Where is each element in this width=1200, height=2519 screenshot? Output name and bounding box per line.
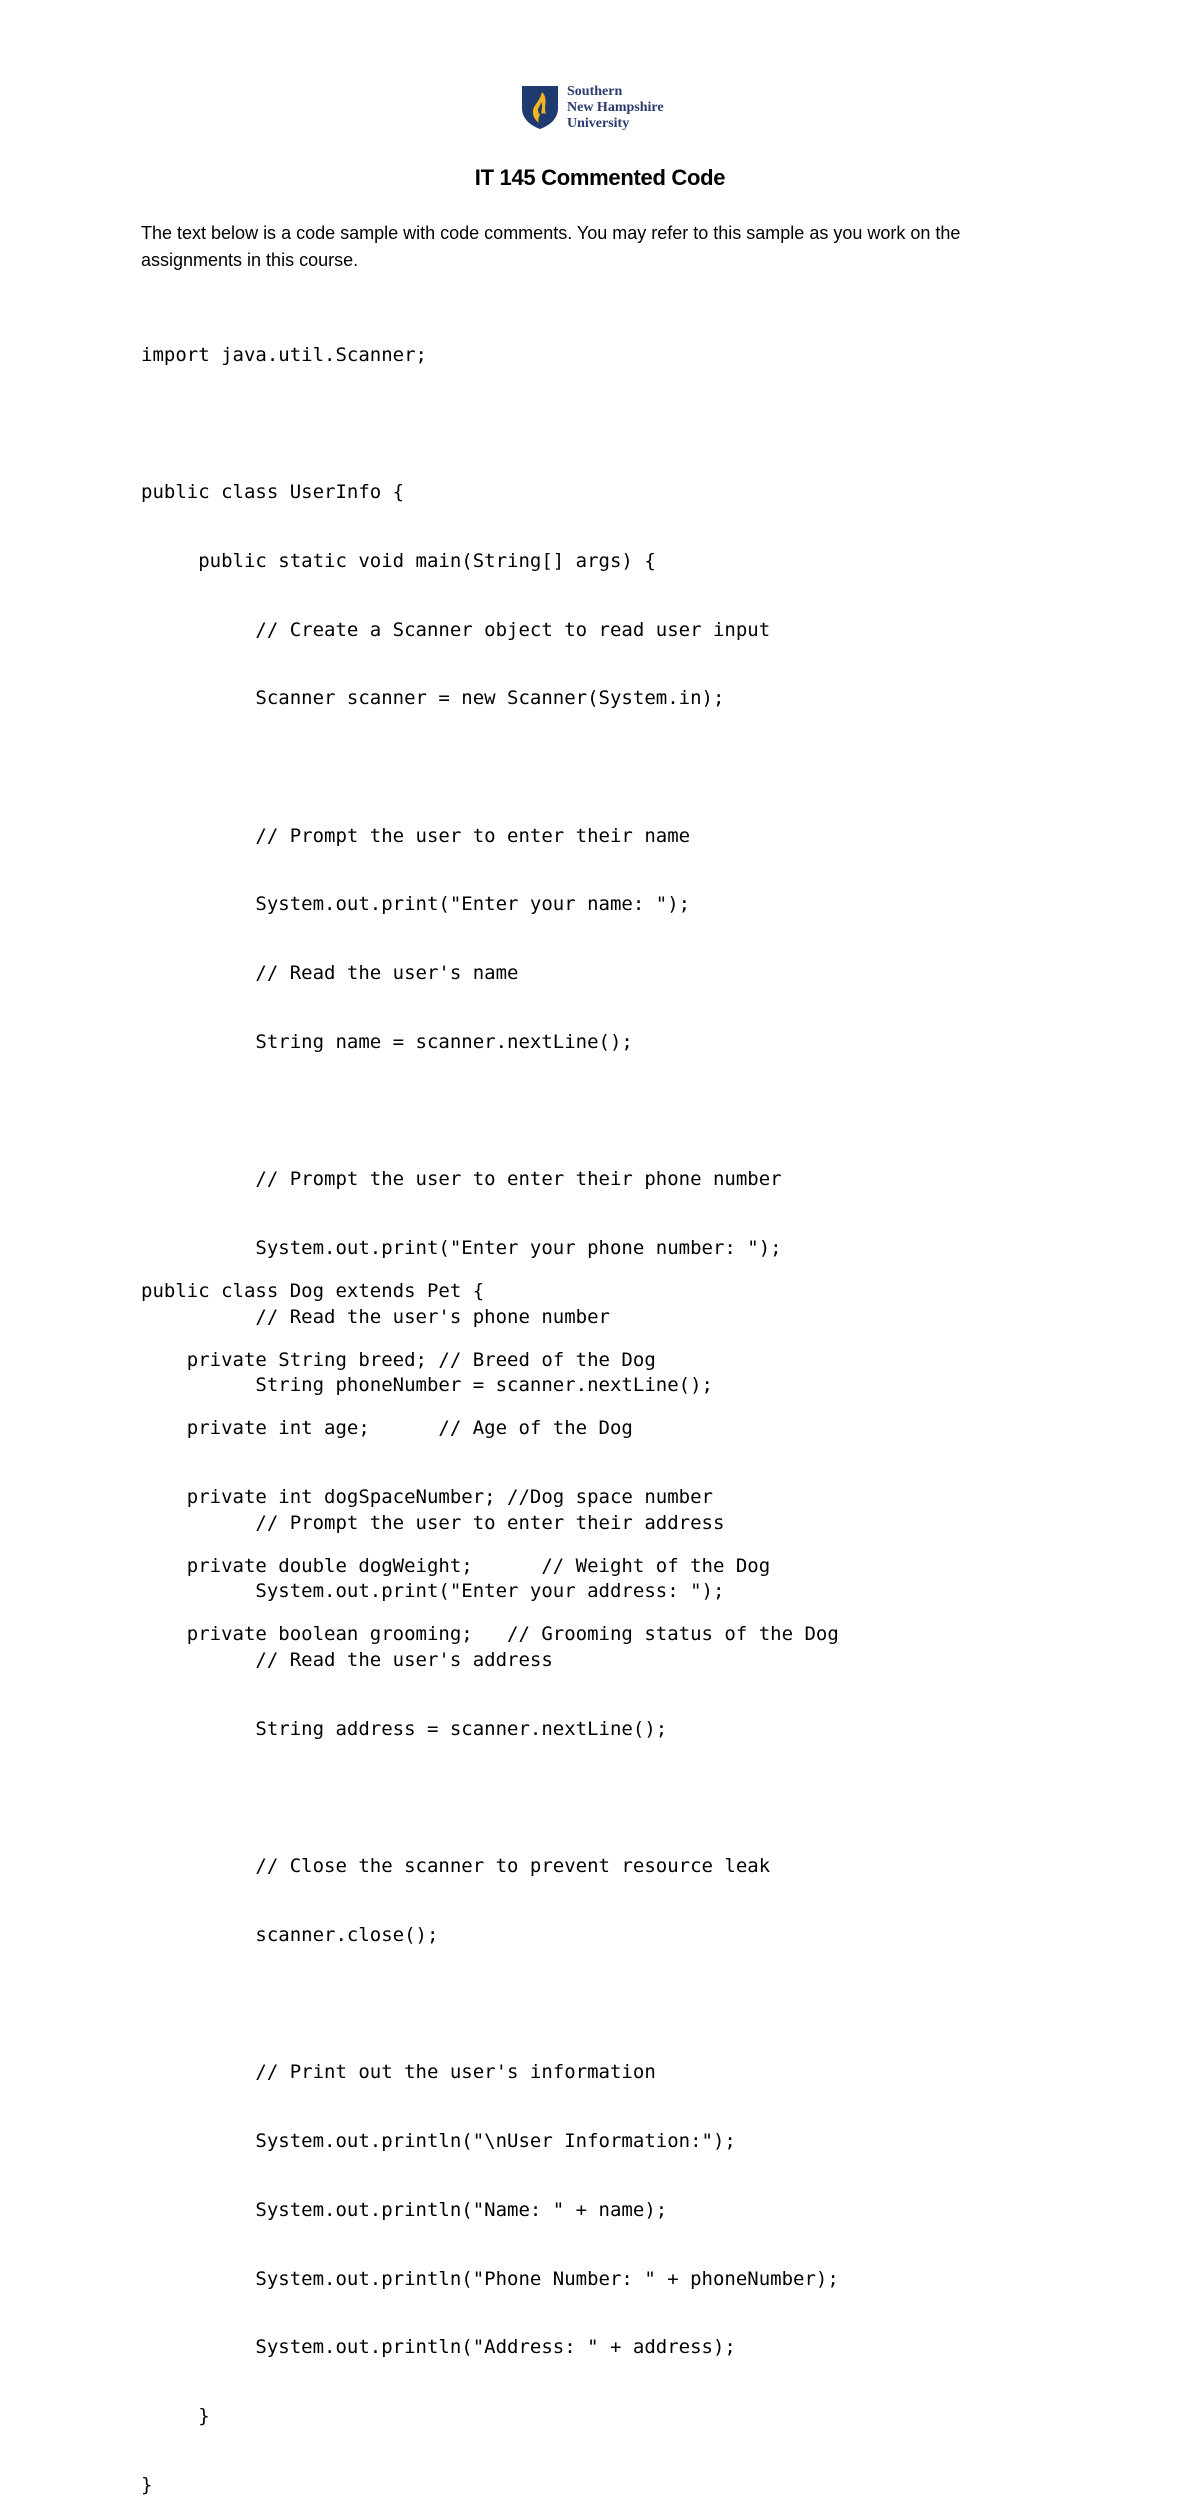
code-line: // Read the user's name [141,962,519,985]
code-line: // Prompt the user to enter their address [141,1511,725,1534]
code-line: System.out.println("\nUser Information:"); [141,2130,736,2153]
code-line: Scanner scanner = new Scanner(System.in); [141,687,725,710]
code-line: System.out.print("Enter your name: "); [141,893,691,916]
code-line: public class UserInfo { [141,481,405,504]
code-line: private double dogWeight; // Weight of the Dog [141,1554,771,1577]
code-line [141,1993,839,2016]
code-line: // Close the scanner to prevent resource leak [141,1855,771,1878]
code-line: // Create a Scanner object to read user input [141,618,771,641]
code-line: // Prompt the user to enter their name [141,824,691,847]
code-line: public static void main(String[] args) { [141,549,656,572]
shield-flame-icon [521,84,559,130]
code-line: public class Dog extends Pet { [141,1279,485,1302]
code-line: scanner.close(); [141,1923,439,1946]
code-line: // Prompt the user to enter their phone number [141,1168,782,1191]
code-line: private int age; // Age of the Dog [141,1417,633,1440]
code-line: System.out.println("Address: " + address); [141,2336,736,2359]
code-line: System.out.println("Name: " + name); [141,2198,668,2221]
code-line: private int dogSpaceNumber; //Dog space number [141,1485,713,1508]
code-line: String address = scanner.nextLine(); [141,1717,668,1740]
logo-wordmark [567,84,664,132]
code-line: } [141,2473,153,2496]
code-line: System.out.print("Enter your phone number: "); [141,1236,782,1259]
code-sample-dog-class [141,1234,839,1669]
code-line [141,1100,839,1123]
code-line: System.out.print("Enter your address: "); [141,1580,725,1603]
code-line [141,756,839,779]
code-line: private String breed; // Breed of the Dog [141,1348,656,1371]
intro-paragraph: The text below is a code sample with code comments. You may refer to this sample as you work on the assignments in this course. [141,223,961,270]
code-line: import java.util.Scanner; [141,343,427,366]
logo-line-2: New Hampshire [567,100,664,115]
code-line: String phoneNumber = scanner.nextLine(); [141,1374,713,1397]
page-title: IT 145 Commented Code [474,165,726,190]
code-line [141,413,839,436]
code-line: System.out.println("Phone Number: " + phoneNumber); [141,2267,839,2290]
university-logo [521,84,664,132]
code-line: private boolean grooming; // Grooming status of the Dog [141,1623,839,1646]
code-line [141,1787,839,1810]
code-line: // Print out the user's information [141,2061,656,2084]
code-line: // Read the user's phone number [141,1305,610,1328]
code-line: // Read the user's address [141,1649,553,1672]
code-line: String name = scanner.nextLine(); [141,1030,633,1053]
logo-line-3: University [567,116,630,131]
logo-line-1: Southern [567,84,623,99]
code-line: } [141,2404,210,2427]
